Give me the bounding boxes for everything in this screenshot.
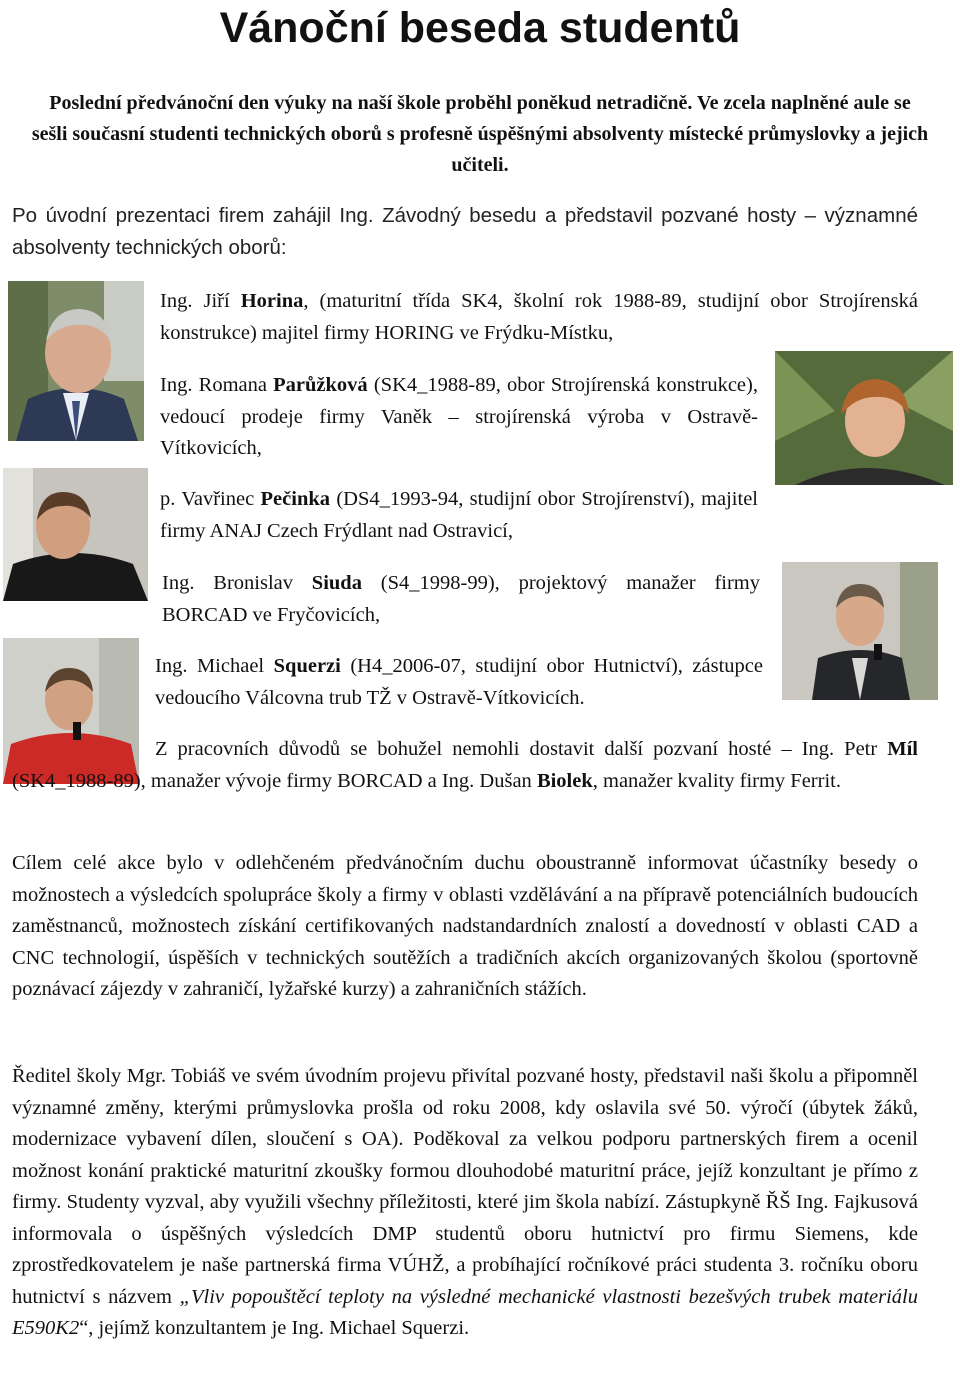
- photo-horina: [8, 281, 144, 441]
- photo-paruzkova: [775, 351, 953, 485]
- director-text: Ředitel školy Mgr. Tobiáš ve svém úvodním projevu přivítal pozvané hosty, představil naši školu a připomněl významné změny, kterými průmyslovka prošla od roku 2008, kdy oslavila své 50. výročí (úbytek žáků, modernizace vybavení dílen, sloučení s OA). Poděkoval za velkou podporu partnerských firem a ocenil možnost konání praktické maturitní zkoušky formou dlouhodobé maturitní práce, jejíž konzultant je přímo z firmy. Studenty vyzval, aby využili všechny příležitosti, které jim škola nabízí. Zástupkyně ŘŠ Ing. Fajkusová informovala o úspěšných výsledcích DMP studentů oboru hutnictví pro firmu Siemens, kde zprostředkovatelem je naše partnerská firma VÚHŽ, a probíhající ročníkové práci studenta 3. ročníku oboru hutnictví s názvem: [12, 1065, 918, 1308]
- director-paragraph: [12, 1061, 918, 1345]
- guest-surname: Siuda: [311, 572, 362, 594]
- absent-text: Z pracovních důvodů se bohužel nemohli dostavit další pozvaní hosté – Ing. Petr: [155, 738, 888, 760]
- photo-pecinka: [3, 468, 148, 601]
- absent-text: (SK4_1988-89), manažer vývoje firmy BORCAD a Ing. Dušan: [12, 769, 537, 792]
- guest-title: Ing. Romana: [160, 374, 274, 396]
- guest-details: (SK4_1988-89, obor Strojírenská konstrukce), vedoucí prodeje firmy Vaněk – strojírenská výroba v Ostravě-Vítkovicích,: [160, 374, 758, 459]
- absent-surname: Biolek: [536, 769, 593, 792]
- work-title: „Vliv popouštěcí teploty na výsledné mechanické vlastnosti bezešvých trubek materiálu E590K2: [12, 1285, 918, 1339]
- director-text-end: “, jejímž konzultantem je Ing. Michael Squerzi.: [79, 1317, 470, 1339]
- host-name: Ing. Závodný: [339, 204, 461, 227]
- host-intro-suffix: besedu a představil pozvané hosty – významné absolventy technických oborů:: [12, 204, 918, 259]
- guest-surname: Squerzi: [273, 655, 341, 677]
- guest-surname: Parůžková: [273, 374, 368, 396]
- guest-surname: Pečinka: [260, 488, 330, 510]
- guest-title: Ing. Jiří: [160, 290, 241, 312]
- guest-title: Ing. Bronislav: [162, 572, 312, 594]
- guest-horina: [160, 286, 918, 349]
- guest-title: p. Vavřinec: [160, 488, 261, 510]
- guest-title: Ing. Michael: [155, 655, 274, 677]
- guest-paruzkova: [160, 370, 758, 465]
- intro-paragraph: Poslední předvánoční den výuky na naší škole proběhl poněkud netradičně. Ve zcela naplněné aule se sešli současní studenti technických oborů s profesně úspěšnými absolventy místecké průmyslovky a jejich učiteli.: [31, 92, 929, 176]
- host-intro-prefix: Po úvodní prezentaci firem zahájil: [12, 204, 340, 227]
- photo-siuda: [782, 562, 938, 700]
- guest-details: (S4_1998-99), projektový manažer firmy BORCAD ve Fryčovicích,: [162, 572, 760, 626]
- goal-paragraph: Cílem celé akce bylo v odlehčeném předvánočním duchu oboustranně informovat účastníky besedy o možnostech a výsledcích spolupráce školy a firmy v oblasti vzdělávání a na přípravě potenciálních budoucích zaměstnanců, možnostech získání certifikovaných nadstandardních znalostí a dovedností v oblasti CAD a CNC technologií, úspěších v technických soutěžích a tradičních akcích organizovaných školou (sportovně poznávací zájezdy v zahraničí, lyžařské kurzy) a zahraničních stážích.: [12, 852, 918, 1000]
- guest-details: (H4_2006-07, studijní obor Hutnictví), zástupce vedoucího Válcovna trub TŽ v Ostravě-Vítkovicích.: [155, 655, 763, 709]
- page-title: Vánoční beseda studentů: [219, 4, 741, 52]
- guest-squerzi: [155, 651, 763, 714]
- guest-siuda: [162, 568, 760, 631]
- guest-details: (DS4_1993-94, studijní obor Strojírenství), majitel firmy ANAJ Czech Frýdlant nad Ostravicí,: [160, 488, 758, 542]
- guest-details: , (maturitní třída SK4, školní rok 1988-89, studijní obor Strojírenská konstrukce) majitel firmy HORING ve Frýdku-Místku,: [160, 290, 918, 344]
- absent-text: , manažer kvality firmy Ferrit.: [592, 769, 841, 792]
- absent-surname: Míl: [887, 738, 918, 760]
- host-intro-paragraph: [12, 200, 918, 263]
- guest-surname: Horina: [240, 290, 304, 312]
- guest-pecinka: [160, 484, 758, 547]
- absent-guests-paragraph: [12, 734, 918, 797]
